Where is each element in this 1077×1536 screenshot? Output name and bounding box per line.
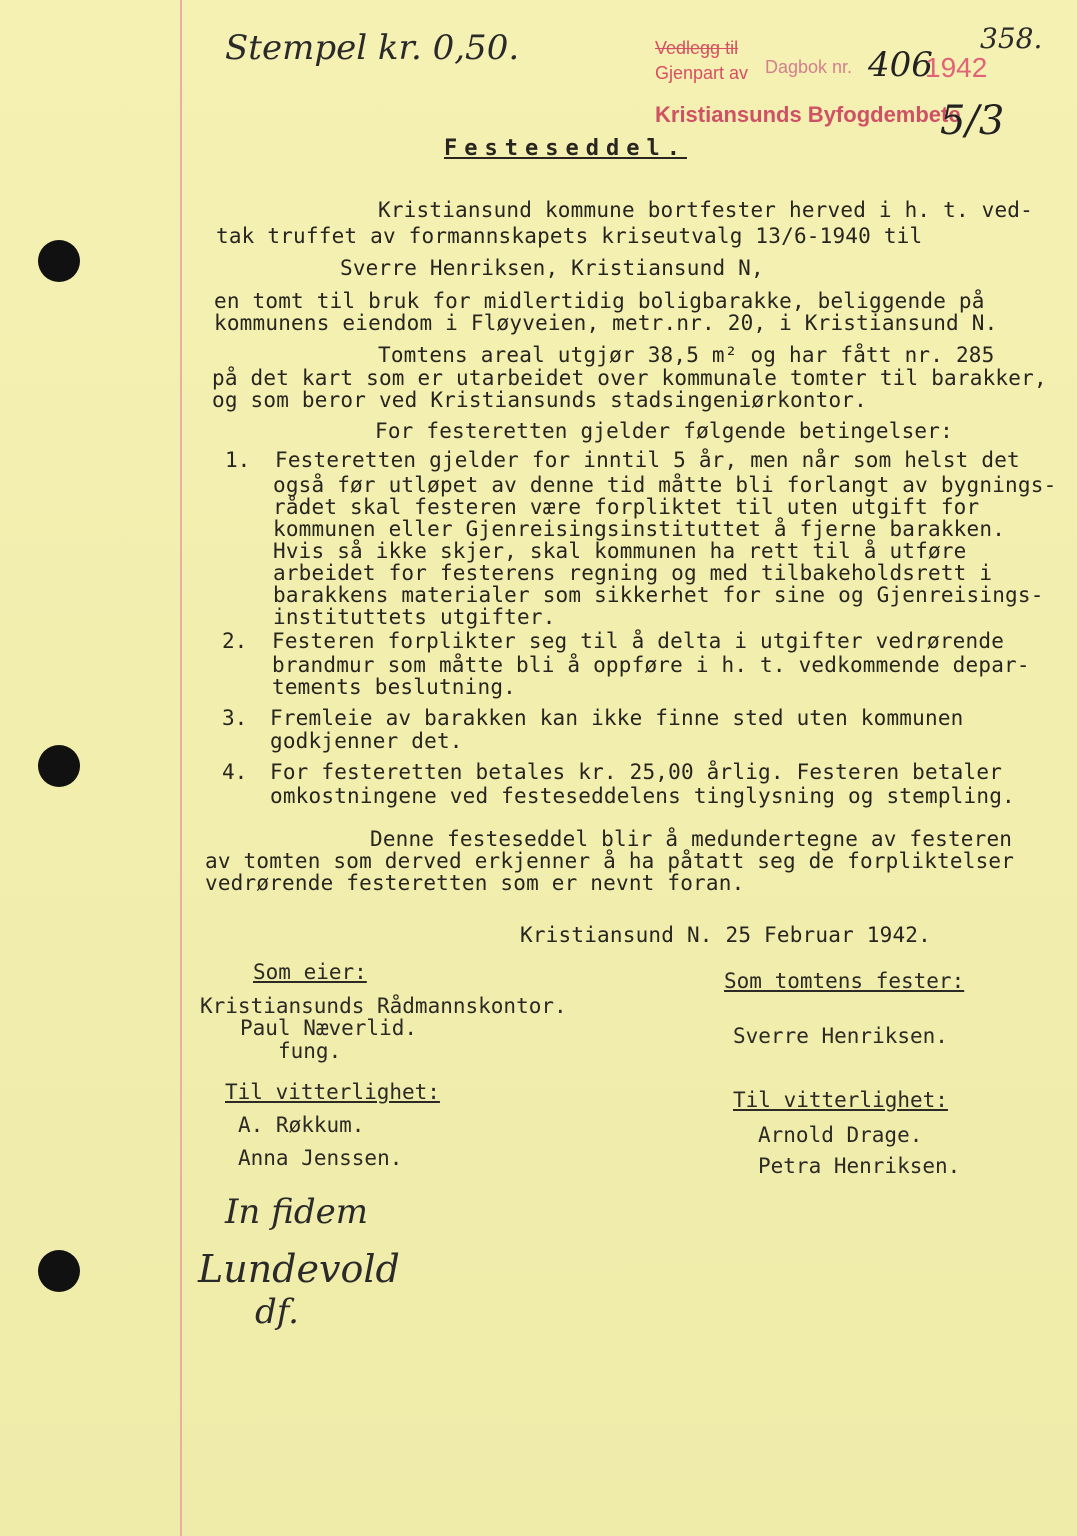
condition-2-line-3: tements beslutning. [272,675,517,699]
tenant-witness-label: Til vitterlighet: [733,1088,948,1112]
condition-1-line-4: kommunen eller Gjenreisingsinstituttet å fjerne barakken. [273,517,1006,541]
tenant-label: Som tomtens fester: [724,969,965,993]
condition-2-number: 2. [222,629,248,653]
tenant-witness-2: Petra Henriksen. [758,1154,961,1178]
stamp-line-3: Dagbok nr. [765,57,853,77]
condition-1-line-5: Hvis så ikke skjer, skal kommunen ha rett til å utføre [273,539,967,563]
stamp-note: Stempel kr. 0,50. [225,28,520,68]
paragraph-1-line-5: kommunens eiendom i Fløyveien, metr.nr. 20, i Kristiansund N. [214,311,998,335]
paragraph-2-line-2: på det kart som er utarbeidet over kommunale tomter til barakker, [212,366,1047,390]
condition-4-number: 4. [222,760,248,784]
condition-4-line-1: For festeretten betales kr. 25,00 årlig. Festeren betaler [270,760,1003,784]
place-date: Kristiansund N. 25 Februar 1942. [520,923,931,947]
closing-line-3: vedrørende festeretten som er nevnt foran. [205,871,745,895]
condition-2-line-1: Festeren forplikter seg til å delta i utgifter vedrørende [272,629,1005,653]
left-margin-line [180,0,182,1536]
stamp-year: 1942 [925,52,988,83]
document-title: Festeseddel. [444,136,687,161]
stamp-number: 406 [868,45,933,85]
condition-1-line-2: også før utløpet av denne tid måtte bli forlangt av bygnings- [273,473,1057,497]
owner-witness-2: Anna Jenssen. [238,1146,403,1170]
paragraph-1-line-4: en tomt til bruk for midlertidig boligbarakke, beliggende på [214,289,985,313]
paragraph-1-line-1: Kristiansund kommune bortfester herved i h. t. ved- [378,198,1033,222]
condition-3-line-1: Fremleie av barakken kan ikke finne sted uten kommunen [270,706,964,730]
conditions-intro: For festeretten gjelder følgende betingelser: [375,419,953,443]
paragraph-1-line-2: tak truffet av formannskapets kriseutvalg 13/6-1940 til [216,224,923,248]
owner-label: Som eier: [253,960,367,984]
owner-witness-label: Til vitterlighet: [225,1080,440,1104]
stamp-line-2: Gjenpart av [655,63,749,83]
handwritten-footer-line-3: df. [255,1292,299,1332]
closing-line-2: av tomten som derved erkjenner å ha påtatt seg de forpliktelser [205,849,1015,873]
condition-1-line-8: instituttets utgifter. [273,605,556,629]
stamp-office: Kristiansunds Byfogdembete [655,102,961,127]
condition-2-line-2: brandmur som måtte bli å oppføre i h. t. vedkommende depar- [272,653,1030,677]
condition-1-line-6: arbeidet for festerens regning og med tilbakeholdsrett i [273,561,993,585]
closing-line-1: Denne festeseddel blir å medundertegne av festeren [370,827,1013,851]
condition-3-line-2: godkjenner det. [270,729,463,753]
owner-line-3: fung. [278,1039,342,1063]
owner-line-2: Paul Næverlid. [240,1016,418,1040]
condition-1-line-3: rådet skal festeren være forpliktet til uten utgift for [273,495,980,519]
owner-line-1: Kristiansunds Rådmannskontor. [200,994,567,1018]
punch-hole-bottom [38,1250,80,1292]
page-number: 358. [980,22,1043,55]
paragraph-2-line-1: Tomtens areal utgjør 38,5 m² og har fått nr. 285 [378,343,995,367]
paragraph-1-line-3: Sverre Henriksen, Kristiansund N, [340,256,764,280]
condition-3-number: 3. [222,706,248,730]
condition-1-number: 1. [225,448,251,472]
punch-hole-top [38,240,80,282]
stamp-date: 5/3 [940,98,1005,144]
paragraph-2-line-3: og som beror ved Kristiansunds stadsingeniørkontor. [212,388,867,412]
tenant-witness-1: Arnold Drage. [758,1123,923,1147]
owner-witness-1: A. Røkkum. [238,1113,365,1137]
handwritten-footer-line-2: Lundevold [198,1247,400,1291]
handwritten-footer-line-1: In fidem [225,1192,368,1232]
stamp-line-1: Vedlegg til [655,38,739,58]
condition-1-line-7: barakkens materialer som sikkerhet for sine og Gjenreisings- [273,583,1044,607]
punch-hole-middle [38,745,80,787]
condition-4-line-2: omkostningene ved festeseddelens tinglysning og stempling. [270,784,1015,808]
tenant-name: Sverre Henriksen. [733,1024,948,1048]
condition-1-line-1: Festeretten gjelder for inntil 5 år, men når som helst det [275,448,1020,472]
